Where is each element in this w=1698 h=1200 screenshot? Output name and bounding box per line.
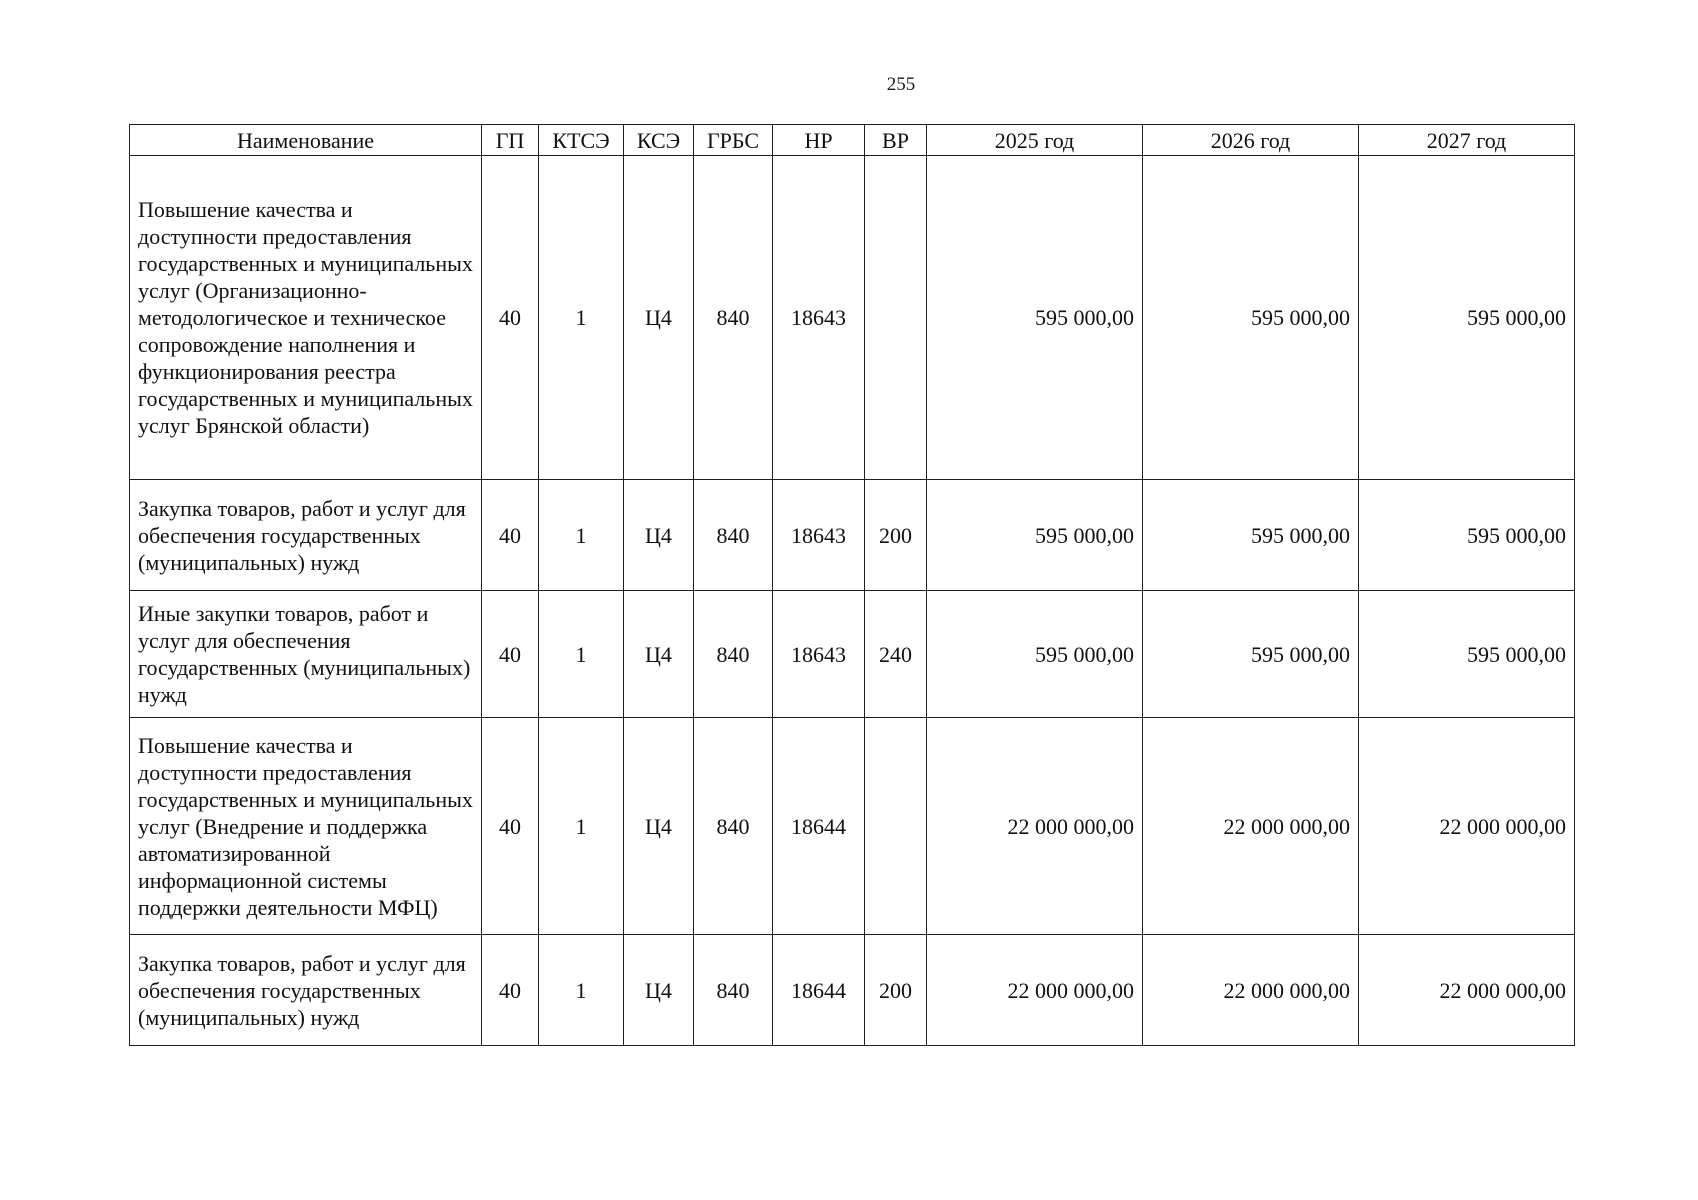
row-amount-2026: 595 000,00 bbox=[1143, 480, 1359, 591]
row-grbs: 840 bbox=[694, 591, 773, 718]
row-nr: 18644 bbox=[773, 718, 865, 935]
budget-table bbox=[129, 124, 1575, 1046]
row-gp: 40 bbox=[482, 156, 539, 480]
row-nr: 18643 bbox=[773, 156, 865, 480]
row-amount-2027: 595 000,00 bbox=[1359, 156, 1575, 480]
row-gp: 40 bbox=[482, 591, 539, 718]
row-name: Иные закупки товаров, работ и услуг для обеспечения государственных (муниципальных) нужд bbox=[130, 591, 482, 718]
row-ktse: 1 bbox=[539, 591, 624, 718]
row-vr: 200 bbox=[865, 480, 927, 591]
row-nr: 18643 bbox=[773, 591, 865, 718]
row-vr: 240 bbox=[865, 591, 927, 718]
column-header-grbs: ГРБС bbox=[694, 125, 773, 156]
row-nr: 18643 bbox=[773, 480, 865, 591]
row-grbs: 840 bbox=[694, 718, 773, 935]
row-ktse: 1 bbox=[539, 156, 624, 480]
column-header-ktse: КТСЭ bbox=[539, 125, 624, 156]
row-kse: Ц4 bbox=[624, 718, 694, 935]
column-header-2027: 2027 год bbox=[1359, 125, 1575, 156]
column-header-gp: ГП bbox=[482, 125, 539, 156]
row-ktse: 1 bbox=[539, 935, 624, 1046]
row-amount-2027: 22 000 000,00 bbox=[1359, 935, 1575, 1046]
table-row bbox=[130, 718, 1575, 935]
row-grbs: 840 bbox=[694, 156, 773, 480]
row-amount-2026: 22 000 000,00 bbox=[1143, 718, 1359, 935]
column-header-2025: 2025 год bbox=[927, 125, 1143, 156]
column-header-vr: ВР bbox=[865, 125, 927, 156]
table-row bbox=[130, 591, 1575, 718]
row-gp: 40 bbox=[482, 480, 539, 591]
row-grbs: 840 bbox=[694, 935, 773, 1046]
header-row bbox=[130, 125, 1575, 156]
row-kse: Ц4 bbox=[624, 480, 694, 591]
table-row bbox=[130, 480, 1575, 591]
row-amount-2025: 22 000 000,00 bbox=[927, 935, 1143, 1046]
column-header-name: Наименование bbox=[130, 125, 482, 156]
row-amount-2027: 595 000,00 bbox=[1359, 591, 1575, 718]
row-name: Закупка товаров, работ и услуг для обеспечения государственных (муниципальных) нужд bbox=[130, 935, 482, 1046]
row-ktse: 1 bbox=[539, 480, 624, 591]
row-amount-2027: 595 000,00 bbox=[1359, 480, 1575, 591]
page-number: 255 bbox=[886, 74, 916, 95]
row-amount-2026: 22 000 000,00 bbox=[1143, 935, 1359, 1046]
row-amount-2026: 595 000,00 bbox=[1143, 156, 1359, 480]
row-name: Повышение качества и доступности предоставления государственных и муниципальных услуг (Внедрение и поддержка автоматизированной информационной системы поддержки деятельности МФЦ) bbox=[130, 718, 482, 935]
row-amount-2025: 595 000,00 bbox=[927, 591, 1143, 718]
row-kse: Ц4 bbox=[624, 935, 694, 1046]
row-kse: Ц4 bbox=[624, 156, 694, 480]
row-name: Закупка товаров, работ и услуг для обеспечения государственных (муниципальных) нужд bbox=[130, 480, 482, 591]
table-row bbox=[130, 156, 1575, 480]
row-name: Повышение качества и доступности предоставления государственных и муниципальных услуг (Организационно-методологическое и техническое сопровождение наполнения и функционирования реестра государственных и муниципальных услуг Брянской области) bbox=[130, 156, 482, 480]
column-header-2026: 2026 год bbox=[1143, 125, 1359, 156]
row-nr: 18644 bbox=[773, 935, 865, 1046]
row-ktse: 1 bbox=[539, 718, 624, 935]
column-header-nr: НР bbox=[773, 125, 865, 156]
table-row bbox=[130, 935, 1575, 1046]
row-amount-2025: 595 000,00 bbox=[927, 156, 1143, 480]
row-vr bbox=[865, 718, 927, 935]
row-grbs: 840 bbox=[694, 480, 773, 591]
row-amount-2025: 595 000,00 bbox=[927, 480, 1143, 591]
row-gp: 40 bbox=[482, 718, 539, 935]
row-vr: 200 bbox=[865, 935, 927, 1046]
row-kse: Ц4 bbox=[624, 591, 694, 718]
row-amount-2025: 22 000 000,00 bbox=[927, 718, 1143, 935]
row-amount-2027: 22 000 000,00 bbox=[1359, 718, 1575, 935]
row-amount-2026: 595 000,00 bbox=[1143, 591, 1359, 718]
row-vr bbox=[865, 156, 927, 480]
column-header-kse: КСЭ bbox=[624, 125, 694, 156]
row-gp: 40 bbox=[482, 935, 539, 1046]
